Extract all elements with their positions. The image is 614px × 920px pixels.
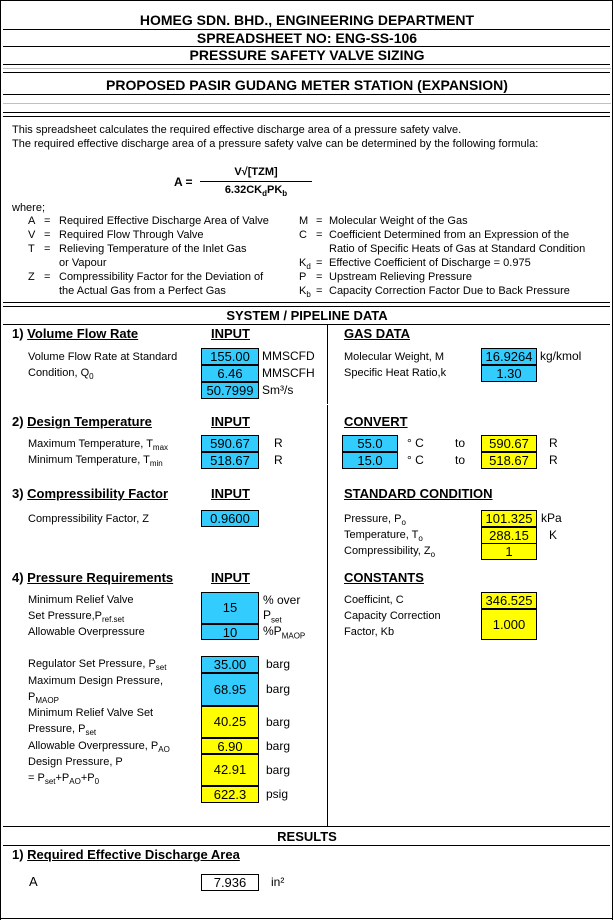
section-2-title: 2) Design Temperature [12,414,152,429]
mrv-unit-2: $P_{set}$ [263,608,282,625]
def-text: Molecular Weight of the Gas [329,215,468,227]
section-4-input-label: INPUT [211,570,250,585]
flow-sm3s-unit: Sm³/s [262,383,294,397]
def-text: Required Flow Through Valve [59,229,204,241]
def-text: Coefficient Determined from an Expression of the [329,229,570,241]
def-eq: = [44,243,51,255]
convert-c2-unit: ° C [407,453,424,467]
divider [3,404,610,405]
mrvs-unit: barg [266,715,291,729]
mrv-label: Minimum Relief Valve [28,594,134,606]
def-sym: A [28,215,36,227]
mrvs-value: 40.25 [201,706,259,738]
project-title: PROPOSED PASIR GUDANG METER STATION (EXPANSION) [106,77,508,93]
psig-value: 622.3 [201,786,259,803]
frame-right [612,0,613,920]
def-eq: = [44,229,51,241]
def-text: Upstream Relieving Pressure [329,271,473,283]
where-label: where; [12,202,46,214]
dp-label-1: Design Pressure, P [28,756,123,768]
def-text: Compressibility Factor for the Deviation of [59,271,264,283]
std-p-unit: kPa [541,511,562,525]
flow-mmscfd-unit: MMSCFD [262,349,315,363]
def-sym: V [28,229,36,241]
tmax-input[interactable]: 590.67 [201,435,259,452]
divider [3,94,610,95]
section-3-title: 3) Compressibility Factor [12,486,169,501]
convert-r2-value: 518.67 [481,452,537,469]
result-a-value: 7.936 [201,874,259,891]
tmax-label: Maximum Temperature, $T_{max}$ [28,438,169,453]
def-eq: = [316,271,323,283]
tmin-input[interactable]: 518.67 [201,452,259,469]
def-sym: C [299,229,307,241]
def-eq: = [44,215,51,227]
gas-data-title: GAS DATA [344,326,410,341]
mrvs-label-2: Pressure, $P_{set}$ [28,723,97,738]
kb-label-1: Capacity Correction [344,610,441,622]
convert-to-2: to [455,453,466,467]
convert-c1-input[interactable]: 55.0 [342,435,398,452]
result-a-label: A [29,874,38,889]
def-eq: = [316,215,323,227]
def-sym: M [299,215,309,227]
std-condition-title: STANDARD CONDITION [344,486,493,501]
frame-left [0,0,1,920]
mrvs-label-1: Minimum Relief Valve Set [28,707,154,719]
frame-bottom [0,918,613,919]
convert-r1-unit: R [549,436,558,450]
def-eq: = [316,285,323,297]
kb-value: 1.000 [481,609,537,640]
c-label: Coefficint, C [344,594,404,606]
def-sym: P [299,271,307,283]
system-title: SYSTEM / PIPELINE DATA [226,308,388,323]
def-text: Capacity Correction Factor Due to Back Pressure [329,285,570,297]
flow-label-1: Volume Flow Rate at Standard [28,351,178,363]
def-text: the Actual Gas from a Perfect Gas [59,285,226,297]
mw-unit: kg/kmol [540,349,582,363]
def-text: Ratio of Specific Heats of Gas at Standard Condition [329,243,586,255]
intro-line-1: This spreadsheet calculates the required effective discharge area of a pressure safety valve. [12,124,462,136]
std-z-label: Compressibility, $Z_o$ [344,545,436,560]
def-eq: = [316,229,323,241]
divider [3,306,610,307]
convert-title: CONVERT [344,414,408,429]
convert-to-1: to [455,436,466,450]
tmin-unit: R [274,453,283,467]
section-1-title: 1) Volume Flow Rate [12,326,139,341]
formula-denominator: $6.32CK_dPK_b$ [224,184,288,199]
def-sym: $K_b$ [299,285,311,300]
mdp-label-1: Maximum Design Pressure, [28,675,164,687]
reg-unit: barg [266,657,291,671]
std-t-label: Temperature, $T_o$ [344,529,423,544]
flow-sm3s-input[interactable]: 50.7999 [201,382,259,399]
reg-input[interactable]: 35.00 [201,656,259,673]
tmin-label: Minimum Temperature, $T_{min}$ [28,454,163,469]
def-text: or Vapour [59,257,107,269]
std-t-unit: K [549,528,558,542]
results-title: RESULTS [277,829,337,844]
aop-unit: barg [266,739,291,753]
flow-label-2: Condition, $Q_0$ [28,367,94,382]
mw-label: Molecular Weight, M [344,351,445,363]
mrv-unit-1: % over [263,593,301,607]
kb-label-2: Factor, Kb [344,626,395,638]
set-pressure-label: Set $Pressure,P_{ref.set}$ [28,610,125,625]
divider [3,68,611,69]
tmax-unit: R [274,436,283,450]
mdp-input[interactable]: 68.95 [201,673,259,706]
z-input[interactable]: 0.9600 [201,510,259,527]
formula-fraction-bar [200,181,312,182]
ao-input[interactable]: 10 [201,624,259,640]
section-3-input-label: INPUT [211,486,250,501]
c-value: 346.525 [481,592,537,609]
def-text: Required Effective Discharge Area of Valve [59,215,269,227]
ao-label: Allowable Overpressure [28,626,145,638]
page-title: PRESSURE SAFETY VALVE SIZING [189,47,425,63]
formula-lhs: A = [174,175,193,189]
result-a-unit: in² [271,875,285,889]
divider [3,324,610,325]
spreadsheet-number: SPREADSHEET NO: ENG-SS-106 [196,30,418,46]
column-divider [327,324,328,826]
section-4-title: 4) Pressure Requirements [12,570,174,585]
aop-value: 6.90 [201,738,259,754]
divider [3,64,610,65]
company-title: HOMEG SDN. BHD., ENGINEERING DEPARTMENT [139,12,475,28]
convert-r1-value: 590.67 [481,435,537,452]
divider [3,116,610,117]
def-text: Effective Coefficient of Discharge = 0.975 [329,257,531,269]
z-label: Compressibility Factor, Z [28,513,150,525]
intro-line-2: The required effective discharge area of a pressure safety valve can be determined by the following formula: [12,138,539,150]
k-label: Specific Heat Ratio,k [344,367,447,379]
std-t-value: 288.15 [481,527,537,544]
divider [3,103,611,104]
def-sym: T [28,243,35,255]
results-section-title: 1) Required Effective Discharge Area [12,847,240,862]
std-z-value: 1 [481,543,537,560]
convert-r2-unit: R [549,453,558,467]
mrv-input[interactable]: 15 [201,592,259,624]
divider [3,112,610,113]
aop-label: Allowable Overpressure, $P_{AO}$ [28,740,170,755]
divider [3,302,610,303]
dp-value: 42.91 [201,754,259,786]
section-1-input-label: INPUT [211,326,250,341]
flow-mmscfd-input[interactable]: 155.00 [201,348,259,365]
def-sym: $K_d$ [299,257,311,272]
section-2-input-label: INPUT [211,414,250,429]
ao-unit: $\%P_{MAOP}$ [263,624,306,641]
divider [3,72,610,73]
def-sym: Z [28,271,35,283]
std-p-value: 101.325 [481,510,537,527]
flow-mmscfh-input[interactable]: 6.46 [201,365,259,382]
formula-numerator: V√[TZM] [234,166,278,178]
mw-input[interactable]: 16.9264 [481,348,537,365]
dp-label-2: = $P_{set}+P_{AO}+P_0$ [28,772,100,787]
def-text: Relieving Temperature of the Inlet Gas [59,243,247,255]
psig-unit: psig [266,787,289,801]
convert-c1-unit: ° C [407,436,424,450]
reg-label: Regulator Set Pressure, $P_{set}$ [28,658,167,673]
constants-title: CONSTANTS [344,570,424,585]
divider [3,845,610,846]
divider [3,826,610,827]
dp-unit: barg [266,763,291,777]
frame-top [0,0,613,1]
mdp-unit: barg [266,682,291,696]
convert-c2-input[interactable]: 15.0 [342,452,398,469]
flow-mmscfh-unit: MMSCFH [262,366,315,380]
std-p-label: Pressure, $P_o$ [344,513,406,528]
def-eq: = [44,271,51,283]
k-input[interactable]: 1.30 [481,365,537,382]
mdp-label-2: $P_{MAOP}$ [28,691,59,706]
def-eq: = [316,257,323,269]
